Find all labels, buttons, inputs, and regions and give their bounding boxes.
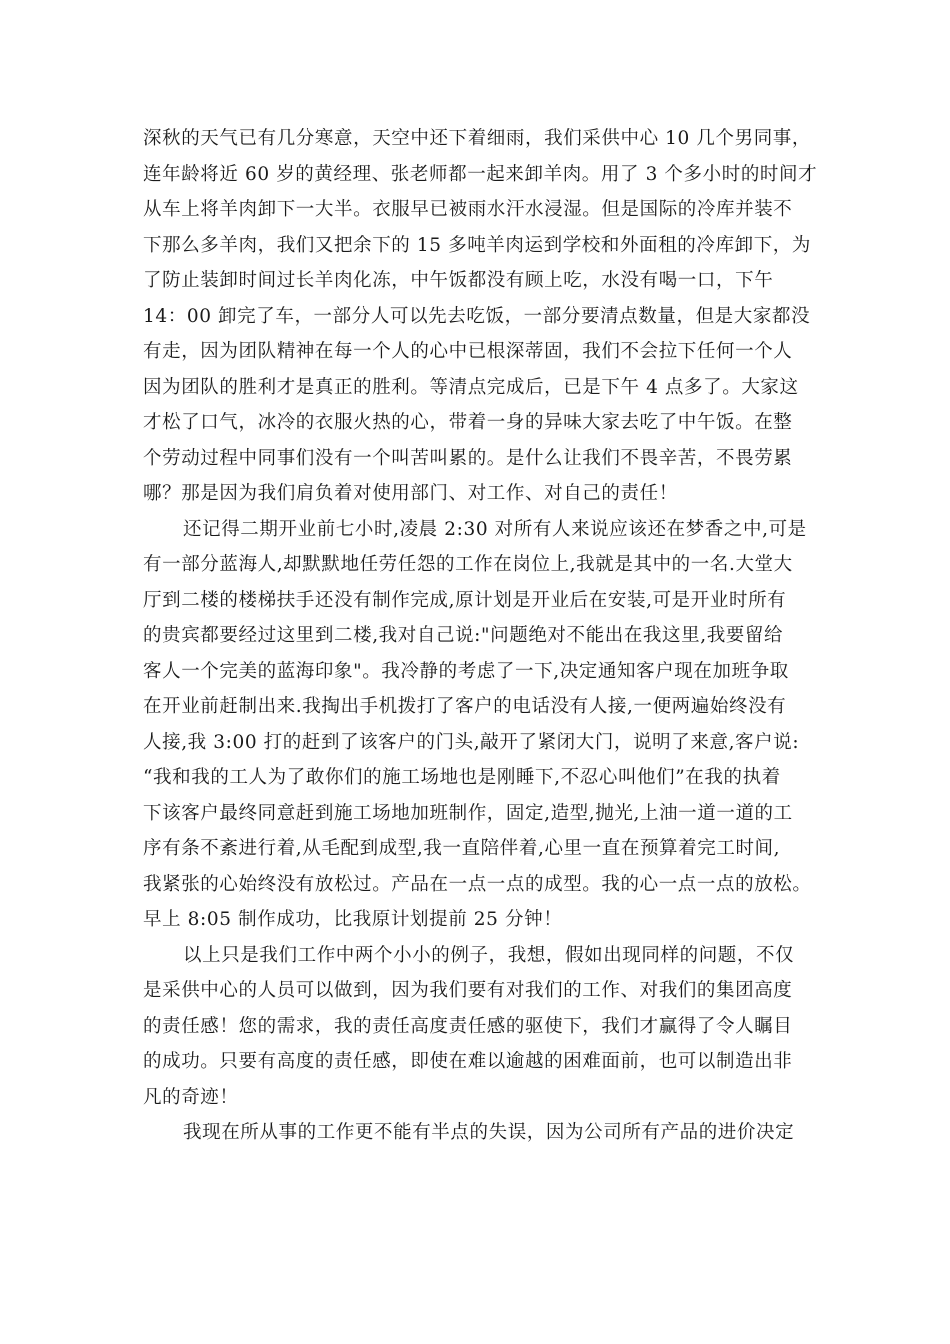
text-line: 凡的奇迹！ <box>143 1086 239 1108</box>
text-line: 14：00 卸完了车，一部分人可以先去吃饭，一部分要清点数量，但是大家都没 <box>143 305 811 327</box>
paragraph-handrail-story <box>143 512 823 938</box>
text-line: 个劳动过程中同事们没有一个叫苦叫累的。是什么让我们不畏辛苦，不畏劳累 <box>143 447 793 469</box>
text-line: 以上只是我们工作中两个小小的例子，我想，假如出现同样的问题，不仅 <box>183 944 795 966</box>
text-line: 从车上将羊肉卸下一大半。衣服早已被雨水汗水浸湿。但是国际的冷库并装不 <box>143 199 793 220</box>
text-line: 下该客户最终同意赶到施工场地加班制作，固定,造型,抛光,上油一道一道的工 <box>143 802 793 824</box>
text-line: 序有条不紊进行着,从毛配到成型,我一直陪伴着,心里一直在预算着完工时间, <box>143 838 781 859</box>
text-line: 早上 8:05 制作成功，比我原计划提前 25 分钟！ <box>143 909 563 930</box>
document-body <box>143 121 823 1151</box>
text-line: 是采供中心的人员可以做到，因为我们要有对我们的工作、对我们的集团高度 <box>143 980 793 1001</box>
text-line: 的责任感！您的需求，我的责任高度责任感的驱使下，我们才赢得了令人瞩目 <box>143 1015 793 1037</box>
text-line: 有走，因为团队精神在每一个人的心中已根深蒂固，我们不会拉下任何一个人 <box>143 341 793 362</box>
text-line: 的成功。只要有高度的责任感，即使在难以逾越的困难面前，也可以制造出非 <box>143 1051 793 1072</box>
paragraph-current-work <box>143 1115 823 1151</box>
text-line: 连年龄将近 60 岁的黄经理、张老师都一起来卸羊肉。用了 3 个多小时的时间才 <box>143 163 818 185</box>
text-line: 客人一个完美的蓝海印象"。我冷静的考虑了一下,决定通知客户现在加班争取 <box>143 660 789 682</box>
text-line: 还记得二期开业前七小时,凌晨 2:30 对所有人来说应该还在梦香之中,可是 <box>183 518 807 540</box>
text-line: 因为团队的胜利才是真正的胜利。等清点完成后，已是下午 4 点多了。大家这 <box>143 376 799 398</box>
text-line: 我现在所从事的工作更不能有半点的失误，因为公司所有产品的进价决定 <box>183 1122 795 1143</box>
text-line: 了防止装卸时间过长羊肉化冻，中午饭都没有顾上吃，水没有喝一口，下午 <box>143 270 774 291</box>
text-line: 哪？那是因为我们肩负着对使用部门、对工作、对自己的责任！ <box>143 483 678 504</box>
text-line: 厅到二楼的楼梯扶手还没有制作完成,原计划是开业后在安装,可是开业时所有 <box>143 589 787 611</box>
text-line: 有一部分蓝海人,却默默地任劳任怨的工作在岗位上,我就是其中的一名.大堂大 <box>143 554 793 575</box>
text-line: “我和我的工人为了敢你们的施工场地也是刚睡下,不忍心叫他们”在我的执着 <box>143 767 781 788</box>
text-line: 下那么多羊肉，我们又把余下的 15 多吨羊肉运到学校和外面租的冷库卸下，为 <box>143 234 812 256</box>
text-line: 才松了口气，冰冷的衣服火热的心，带着一身的异味大家去吃了中午饭。在整 <box>143 412 793 433</box>
paragraph-unloading-mutton <box>143 121 823 512</box>
text-line: 在开业前赶制出来.我掏出手机拨打了客户的电话没有人接,一便两遍始终没有 <box>143 696 787 717</box>
paragraph-responsibility <box>143 938 823 1116</box>
text-line: 深秋的天气已有几分寒意，天空中还下着细雨，我们采供中心 10 几个男同事， <box>143 128 812 149</box>
text-line: 人接,我 3:00 打的赶到了该客户的门头,敲开了紧闭大门，说明了来意,客户说: <box>143 731 800 753</box>
text-line: 我紧张的心始终没有放松过。产品在一点一点的成型。我的心一点一点的放松。 <box>143 873 812 895</box>
text-line: 的贵宾都要经过这里到二楼,我对自己说:"问题绝对不能出在我这里,我要留给 <box>143 625 784 646</box>
